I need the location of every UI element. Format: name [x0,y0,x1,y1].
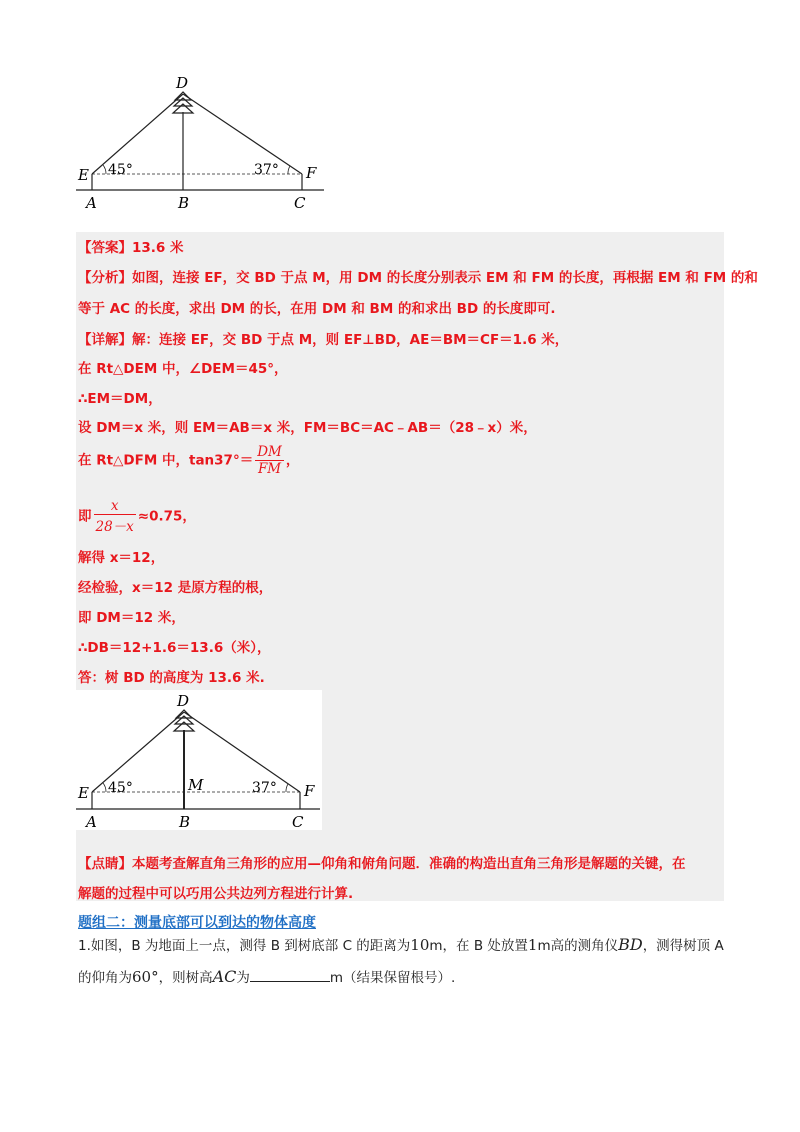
angle-arc-left [103,783,106,792]
question-part-6: m（结果保留根号）. [329,970,456,986]
label-A: A [86,194,97,212]
label-angle-37: 37° [252,780,277,796]
label-angle-37: 37° [254,162,279,178]
label-angle-45: 45° [108,780,133,796]
label-B: B [178,194,190,212]
figure-1-svg [76,72,326,212]
label-angle-45: 45° [108,162,133,178]
label-F: F [304,782,315,800]
answer-blank[interactable] [250,967,330,982]
fraction-numerator: x [94,498,136,515]
fraction-x-28x [94,498,136,535]
fraction-denominator: FM [257,461,282,477]
fraction-denominator: 28－x [95,519,134,535]
detail-line-5 [78,444,299,477]
detail-line-6-suffix: ≈0.75， [137,508,196,525]
question-part-3: 的仰角为 [78,970,132,986]
question-var-bd: BD [618,935,643,954]
question-part-5: 为 [236,970,250,986]
figure-2-svg [76,690,322,830]
fraction-numerator: DM [257,444,282,460]
angle-arc-right [286,784,288,792]
detail-line-9: 即 DM＝12 米， [78,610,185,626]
label-M: M [188,776,204,794]
question-line-2 [78,966,455,986]
label-C: C [292,813,304,830]
detail-line-6 [78,498,196,535]
question-unit-2: m高的测角仪 [537,938,619,954]
detail-line-4: 设 DM＝x 米，则 EM＝AB＝x 米，FM＝BC＝AC﹣AB＝（28﹣x）米， [78,420,537,436]
question-height-value: 1 [527,936,538,954]
line-DE [92,712,184,792]
angle-arc-left [103,165,106,174]
label-D: D [176,74,189,92]
label-C: C [294,194,306,212]
detail-line-8: 经检验，x＝12 是原方程的根， [78,580,273,596]
question-line-1 [78,934,724,954]
label-B: B [179,813,191,830]
detail-line-5-suffix: ， [285,452,300,469]
answer-line: 【答案】13.6 米 [78,240,184,256]
line-DF [183,94,302,174]
detail-line-6-prefix: 即 [78,508,92,525]
question-part-1: 1.如图，B 为地面上一点，测得 B 到树底部 C 的距离为 [78,938,411,954]
detail-line-2: 在 Rt△DEM 中，∠DEM＝45°， [78,361,288,377]
comment-line-2: 解题的过程中可以巧用公共边列方程进行计算. [78,886,354,902]
fraction-dm-fm [255,444,284,477]
question-distance-value: 10 [410,936,430,954]
label-F: F [306,164,317,182]
question-unit-1: m，在 B 处放置 [429,938,528,954]
label-A: A [86,813,97,830]
question-part-4: ，则树高 [158,970,213,986]
detail-line-5-prefix: 在 Rt△DFM 中，tan37°＝ [78,452,254,469]
comment-line-1: 【点睛】本题考查解直角三角形的应用—仰角和俯角问题．准确的构造出直角三角形是解题的关键，在 [78,856,686,872]
tree-icon [173,92,193,113]
analysis-line-1: 【分析】如图，连接 EF，交 BD 于点 M，用 DM 的长度分别表示 EM 和 FM 的长度，再根据 EM 和 FM 的和 [78,270,758,286]
detail-line-10: ∴DB＝12+1.6＝13.6（米）， [78,640,271,656]
question-part-2: ，测得树顶 A [642,938,724,954]
line-DE [92,94,183,174]
detail-line-1: 【详解】解：连接 EF，交 BD 于点 M，则 EF⊥BD，AE＝BM＝CF＝1.6 米， [78,332,569,348]
section-title: 题组二：测量底部可以到达的物体高度 [78,915,316,931]
figure-2 [76,690,322,830]
detail-line-11: 答：树 BD 的高度为 13.6 米. [78,670,265,686]
tree-icon [174,710,194,731]
analysis-line-2: 等于 AC 的长度，求出 DM 的长，在用 DM 和 BM 的和求出 BD 的长度即可. [78,301,556,317]
label-E: E [78,166,89,184]
question-angle-value: 60° [132,968,159,986]
detail-line-3: ∴EM＝DM， [78,391,162,407]
figure-1 [76,72,326,212]
angle-arc-right [288,166,290,174]
label-E: E [78,784,89,802]
detail-line-7: 解得 x＝12， [78,550,165,566]
label-D: D [177,692,190,710]
question-var-ac: AC [212,967,237,986]
